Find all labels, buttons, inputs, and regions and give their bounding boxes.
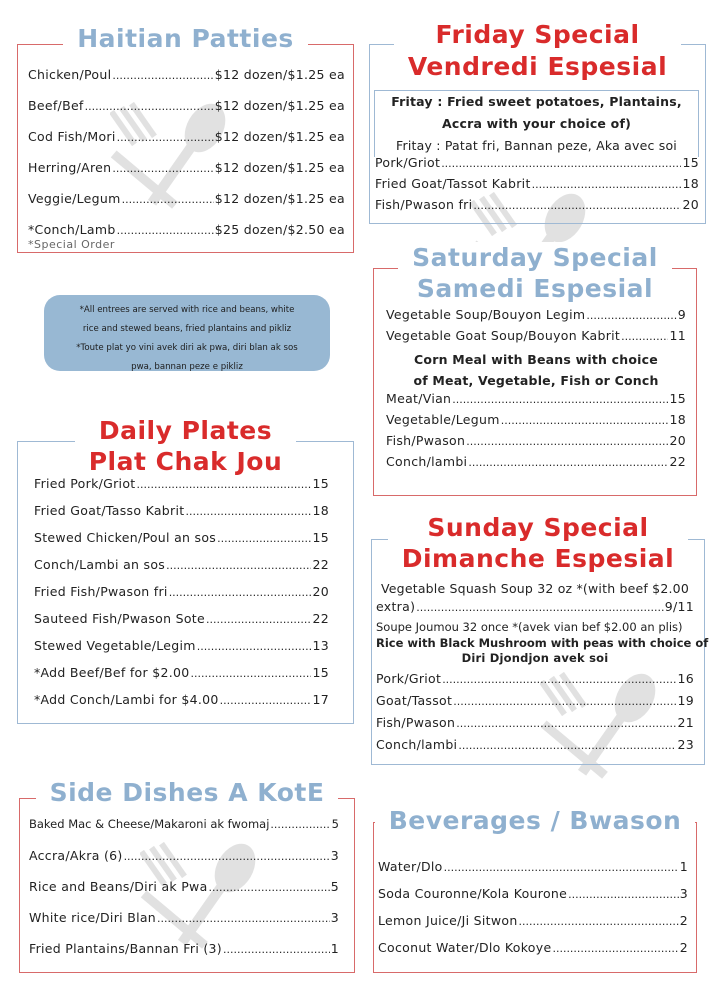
title-line: Samedi Espesial — [416, 274, 654, 303]
section-title: Beverages / Bwason — [375, 807, 696, 835]
menu-item — [375, 176, 699, 197]
item-price: 15 — [669, 391, 686, 406]
title-line: Vendredi Espesial — [407, 52, 668, 81]
item-price: 3 — [330, 848, 339, 863]
item-name: Fried Plantains/Bannan Fri (3) — [29, 941, 222, 956]
item-name: Water/Dlo — [378, 859, 443, 874]
item-name: Vegetable Soup/Bouyon Legim — [386, 307, 586, 322]
menu-item — [375, 155, 699, 176]
item-price: 20 — [669, 433, 686, 448]
item-name: Pork/Griot — [375, 155, 441, 170]
title-line: Plat Chak Jou — [88, 447, 283, 476]
item-name: Fried Goat/Tasso Kabrit — [34, 503, 185, 518]
item-name: Fried Goat/Tassot Kabrit — [375, 176, 531, 191]
item-name: Coconut Water/Dlo Kokoye — [378, 940, 552, 955]
item-name: Stewed Chicken/Poul an sos — [34, 530, 217, 545]
menu-item — [34, 557, 329, 584]
desc-line: Corn Meal with Beans with choice — [414, 352, 658, 367]
item-name: Meat/Vian — [386, 391, 452, 406]
item-price: 2 — [679, 913, 688, 928]
item-name: Vegetable Goat Soup/Bouyon Kabrit — [386, 328, 621, 343]
menu-item — [376, 693, 694, 715]
item-name: Baked Mac & Cheese/Makaroni ak fwomaj — [29, 817, 270, 831]
menu-item — [28, 191, 345, 222]
menu-item — [28, 67, 345, 98]
item-price: $12 dozen/$1.25 ea — [214, 160, 345, 175]
menu-item — [28, 222, 345, 238]
desc-line: Diri Djondjon avek soi — [461, 651, 609, 665]
menu-item — [29, 848, 339, 879]
info-line: *All entrees are served with rice and beans, white — [79, 305, 295, 315]
haitian-patties-section — [17, 24, 354, 253]
item-name: Beef/Bef — [28, 98, 84, 113]
menu-item — [28, 129, 345, 160]
item-price: 20 — [682, 197, 699, 212]
item-name: White rice/Diri Blan — [29, 910, 157, 925]
item-name: Accra/Akra (6) — [29, 848, 123, 863]
item-name: Sauteed Fish/Pwason Sote — [34, 611, 205, 626]
item-name: Fish/Pwason — [386, 433, 466, 448]
item-price: 5 — [330, 879, 339, 894]
item-price: 13 — [312, 638, 329, 653]
soup-line: Vegetable Squash Soup 32 oz *(with beef $2.00 — [381, 581, 689, 596]
title-line: Saturday Special — [412, 243, 658, 272]
item-price: 18 — [669, 412, 686, 427]
section-title — [394, 19, 681, 83]
item-name: Fish/Pwason fri — [375, 197, 473, 212]
item-price: 23 — [677, 737, 694, 752]
item-price: 11 — [669, 328, 686, 343]
item-price: 3 — [330, 910, 339, 925]
menu-item — [34, 611, 329, 638]
item-price: 22 — [669, 454, 686, 469]
menu-item — [29, 879, 339, 910]
desc-line: Rice with Black Mushroom with peas with choice of — [376, 636, 709, 650]
item-price: 21 — [677, 715, 694, 730]
menu-item — [28, 160, 345, 191]
section-title: Haitian Patties — [63, 25, 308, 53]
menu-item — [378, 940, 688, 967]
item-name: Conch/Lambi an sos — [34, 557, 166, 572]
item-name: Lemon Juice/Ji Sitwon — [378, 913, 518, 928]
title-line: Daily Plates — [98, 416, 273, 445]
item-name: Conch/lambi — [376, 737, 458, 752]
section-title — [388, 512, 689, 574]
desc-line: Fritay : Fried sweet potatoes, Plantains, — [391, 94, 682, 109]
menu-item — [34, 503, 329, 530]
saturday-special-section — [373, 243, 697, 496]
item-price: 1 — [330, 941, 339, 956]
menu-item — [34, 638, 329, 665]
soup-line-text: Soupe Joumou 32 once *(avek vian bef $2.00 an plis) — [376, 620, 683, 634]
item-name: *Conch/Lamb — [28, 222, 116, 237]
menu-item — [34, 665, 329, 692]
desc-line: Fritay : Patat fri, Bannan peze, Aka avec soi — [396, 138, 677, 153]
item-price: 15 — [312, 665, 329, 680]
menu-item — [375, 197, 699, 218]
section-title: Side Dishes A KotE — [36, 779, 339, 807]
item-name: Soda Couronne/Kola Kourone — [378, 886, 568, 901]
item-name: Vegetable/Legum — [386, 412, 500, 427]
item-name: Fried Fish/Pwason fri — [34, 584, 168, 599]
menu-item — [386, 454, 686, 475]
menu-item — [34, 584, 329, 611]
menu-item — [386, 307, 686, 328]
item-price: 17 — [312, 692, 329, 707]
item-price: 1 — [679, 859, 688, 874]
item-price: 19 — [677, 693, 694, 708]
item-price: 18 — [312, 503, 329, 518]
item-name: extra) — [376, 599, 416, 614]
title-line: Friday Special — [435, 20, 640, 49]
item-price: 18 — [682, 176, 699, 191]
item-name: Conch/lambi — [386, 454, 468, 469]
menu-item — [376, 599, 694, 620]
item-price: 9 — [677, 307, 686, 322]
item-price: $12 dozen/$1.25 ea — [214, 191, 345, 206]
item-price: 15 — [682, 155, 699, 170]
menu-item — [386, 391, 686, 412]
special-order-note: *Special Order — [28, 238, 115, 251]
soup-line — [376, 620, 694, 636]
section-title — [75, 415, 297, 477]
menu-item — [28, 98, 345, 129]
item-price: 16 — [677, 671, 694, 686]
menu-item — [386, 328, 686, 349]
item-price: 15 — [312, 476, 329, 491]
friday-special-section — [369, 20, 706, 224]
item-price: 15 — [312, 530, 329, 545]
item-name: Chicken/Poul — [28, 67, 112, 82]
info-line: *Toute plat yo vini avek diri ak pwa, diri blan ak sos — [76, 343, 298, 353]
item-price: $12 dozen/$1.25 ea — [214, 98, 345, 113]
info-line: pwa, bannan peze e pikliz — [131, 362, 243, 372]
daily-plates-section — [17, 416, 354, 724]
side-dishes-section — [19, 778, 355, 973]
menu-item — [376, 715, 694, 737]
menu-item — [34, 476, 329, 503]
item-price: 2 — [679, 940, 688, 955]
item-price: $25 dozen/$2.50 ea — [214, 222, 345, 237]
item-name: *Add Conch/Lambi for $4.00 — [34, 692, 219, 707]
item-price: 20 — [312, 584, 329, 599]
menu-item — [34, 692, 329, 719]
entree-info-note — [44, 295, 330, 371]
beverages-section — [373, 806, 697, 973]
desc-line: Accra with your choice of) — [441, 116, 631, 131]
menu-item — [29, 941, 339, 972]
menu-item — [386, 412, 686, 433]
item-price: $12 dozen/$1.25 ea — [214, 67, 345, 82]
title-line: Sunday Special — [427, 513, 649, 542]
item-name: Herring/Aren — [28, 160, 112, 175]
item-price: $12 dozen/$1.25 ea — [214, 129, 345, 144]
item-price: 22 — [312, 611, 329, 626]
menu-item — [378, 886, 688, 913]
item-name: *Add Beef/Bef for $2.00 — [34, 665, 190, 680]
menu-item — [376, 671, 694, 693]
menu-item — [376, 737, 694, 759]
item-name: Cod Fish/Mori — [28, 129, 116, 144]
item-name: Rice and Beans/Diri ak Pwa — [29, 879, 208, 894]
menu-item — [29, 817, 339, 848]
item-name: Fish/Pwason — [376, 715, 456, 730]
menu-item — [378, 913, 688, 940]
item-name: Pork/Griot — [376, 671, 442, 686]
sunday-special-section — [371, 513, 709, 765]
title-line: Dimanche Espesial — [401, 544, 675, 573]
item-name: Goat/Tassot — [376, 693, 453, 708]
menu-item — [378, 859, 688, 886]
item-price: 9/11 — [664, 599, 694, 614]
menu-item — [34, 530, 329, 557]
menu-item — [386, 433, 686, 454]
item-name: Veggie/Legum — [28, 191, 121, 206]
item-price: 22 — [312, 557, 329, 572]
item-price: 3 — [679, 886, 688, 901]
item-name: Fried Pork/Griot — [34, 476, 136, 491]
item-price: 5 — [331, 817, 339, 831]
menu-item — [29, 910, 339, 941]
item-name: Stewed Vegetable/Legim — [34, 638, 196, 653]
desc-line: of Meat, Vegetable, Fish or Conch — [413, 373, 659, 388]
info-line: rice and stewed beans, fried plantains and pikliz — [82, 324, 292, 334]
section-title — [398, 242, 672, 304]
